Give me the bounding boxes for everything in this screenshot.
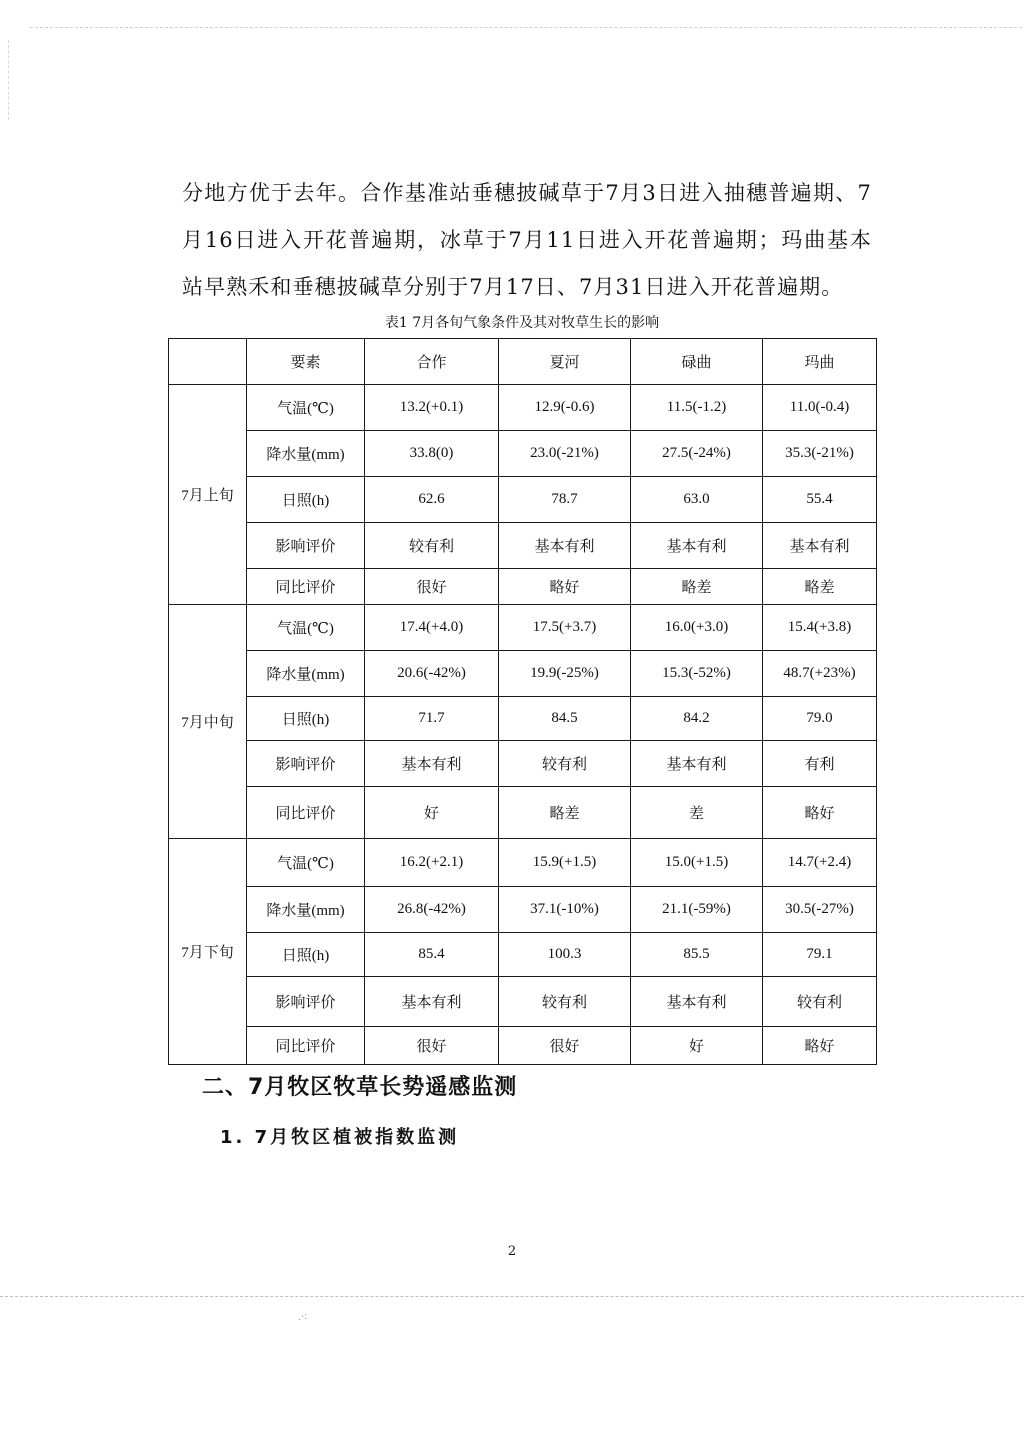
value-cell: 63.0 — [631, 477, 763, 523]
period-label-cell: 7月上旬 — [169, 385, 247, 605]
table-row — [169, 1027, 877, 1065]
value-cell: 好 — [631, 1027, 763, 1065]
value-cell: 略差 — [763, 569, 877, 605]
value-cell: 23.0(-21%) — [499, 431, 631, 477]
value-cell: 11.5(-1.2) — [631, 385, 763, 431]
value-cell: 19.9(-25%) — [499, 651, 631, 697]
page-number: 2 — [507, 1244, 517, 1259]
table-row — [169, 651, 877, 697]
scan-edge-left — [8, 40, 9, 120]
value-cell: 15.3(-52%) — [631, 651, 763, 697]
value-cell: 13.2(+0.1) — [365, 385, 499, 431]
value-cell: 基本有利 — [365, 741, 499, 787]
value-cell: 基本有利 — [763, 523, 877, 569]
element-cell: 气温(℃) — [247, 839, 365, 887]
value-cell: 84.5 — [499, 697, 631, 741]
value-cell: 略差 — [499, 787, 631, 839]
table-row — [169, 697, 877, 741]
value-cell: 略好 — [763, 787, 877, 839]
value-cell: 26.8(-42%) — [365, 887, 499, 933]
table-row — [169, 741, 877, 787]
element-cell: 同比评价 — [247, 569, 365, 605]
value-cell: 20.6(-42%) — [365, 651, 499, 697]
value-cell: 35.3(-21%) — [763, 431, 877, 477]
table-row — [169, 477, 877, 523]
value-cell: 15.9(+1.5) — [499, 839, 631, 887]
value-cell: 12.9(-0.6) — [499, 385, 631, 431]
value-cell: 85.4 — [365, 933, 499, 977]
scan-speck: .·∶ — [298, 1312, 307, 1323]
value-cell: 55.4 — [763, 477, 877, 523]
value-cell: 15.0(+1.5) — [631, 839, 763, 887]
header-cell: 玛曲 — [763, 339, 877, 385]
table-row — [169, 787, 877, 839]
table-header-row — [169, 339, 877, 385]
element-cell: 气温(℃) — [247, 385, 365, 431]
value-cell: 100.3 — [499, 933, 631, 977]
body-paragraph: 分地方优于去年。合作基准站垂穗披碱草于7月3日进入抽穗普遍期、7月16日进入开花普遍期，冰草于7月11日进入开花普遍期；玛曲基本站早熟禾和垂穗披碱草分别于7月17日、7月31日进入开花普遍期。 — [182, 181, 872, 299]
value-cell: 78.7 — [499, 477, 631, 523]
value-cell: 85.5 — [631, 933, 763, 977]
value-cell: 基本有利 — [365, 977, 499, 1027]
table-row — [169, 431, 877, 477]
value-cell: 14.7(+2.4) — [763, 839, 877, 887]
value-cell: 好 — [365, 787, 499, 839]
value-cell: 30.5(-27%) — [763, 887, 877, 933]
table-row — [169, 605, 877, 651]
section-heading: 二、7月牧区牧草长势遥感监测 — [202, 1075, 518, 1100]
value-cell: 很好 — [365, 569, 499, 605]
value-cell: 33.8(0) — [365, 431, 499, 477]
value-cell: 71.7 — [365, 697, 499, 741]
header-cell: 合作 — [365, 339, 499, 385]
value-cell: 基本有利 — [631, 977, 763, 1027]
header-cell: 碌曲 — [631, 339, 763, 385]
value-cell: 基本有利 — [499, 523, 631, 569]
element-cell: 同比评价 — [247, 787, 365, 839]
value-cell: 略好 — [499, 569, 631, 605]
element-cell: 影响评价 — [247, 977, 365, 1027]
header-cell: 要素 — [247, 339, 365, 385]
element-cell: 影响评价 — [247, 741, 365, 787]
value-cell: 15.4(+3.8) — [763, 605, 877, 651]
table-row — [169, 523, 877, 569]
element-cell: 日照(h) — [247, 697, 365, 741]
value-cell: 37.1(-10%) — [499, 887, 631, 933]
value-cell: 84.2 — [631, 697, 763, 741]
value-cell: 48.7(+23%) — [763, 651, 877, 697]
table-row — [169, 933, 877, 977]
value-cell: 差 — [631, 787, 763, 839]
header-corner-cell — [169, 339, 247, 385]
element-cell: 日照(h) — [247, 933, 365, 977]
value-cell: 较有利 — [763, 977, 877, 1027]
element-cell: 气温(℃) — [247, 605, 365, 651]
value-cell: 基本有利 — [631, 741, 763, 787]
value-cell: 16.2(+2.1) — [365, 839, 499, 887]
table-row — [169, 385, 877, 431]
element-cell: 降水量(mm) — [247, 431, 365, 477]
value-cell: 79.1 — [763, 933, 877, 977]
element-cell: 降水量(mm) — [247, 651, 365, 697]
value-cell: 很好 — [499, 1027, 631, 1065]
value-cell: 79.0 — [763, 697, 877, 741]
value-cell: 略好 — [763, 1027, 877, 1065]
element-cell: 降水量(mm) — [247, 887, 365, 933]
period-label-cell: 7月中旬 — [169, 605, 247, 839]
value-cell: 17.4(+4.0) — [365, 605, 499, 651]
element-cell: 同比评价 — [247, 1027, 365, 1065]
value-cell: 略差 — [631, 569, 763, 605]
value-cell: 有利 — [763, 741, 877, 787]
weather-impact-table — [168, 338, 877, 1065]
scan-edge-bottom — [0, 1296, 1024, 1297]
header-cell: 夏河 — [499, 339, 631, 385]
table-row — [169, 977, 877, 1027]
table-caption: 表1 7月各旬气象条件及其对牧草生长的影响 — [384, 315, 660, 331]
value-cell: 较有利 — [365, 523, 499, 569]
subsection-heading: 1. 7月牧区植被指数监测 — [220, 1127, 460, 1148]
value-cell: 62.6 — [365, 477, 499, 523]
value-cell: 较有利 — [499, 977, 631, 1027]
value-cell: 很好 — [365, 1027, 499, 1065]
value-cell: 21.1(-59%) — [631, 887, 763, 933]
value-cell: 11.0(-0.4) — [763, 385, 877, 431]
table-row — [169, 839, 877, 887]
value-cell: 16.0(+3.0) — [631, 605, 763, 651]
scan-edge-top — [30, 27, 1022, 28]
table-row — [169, 887, 877, 933]
value-cell: 27.5(-24%) — [631, 431, 763, 477]
element-cell: 影响评价 — [247, 523, 365, 569]
value-cell: 基本有利 — [631, 523, 763, 569]
table-row — [169, 569, 877, 605]
element-cell: 日照(h) — [247, 477, 365, 523]
value-cell: 较有利 — [499, 741, 631, 787]
period-label-cell: 7月下旬 — [169, 839, 247, 1065]
value-cell: 17.5(+3.7) — [499, 605, 631, 651]
